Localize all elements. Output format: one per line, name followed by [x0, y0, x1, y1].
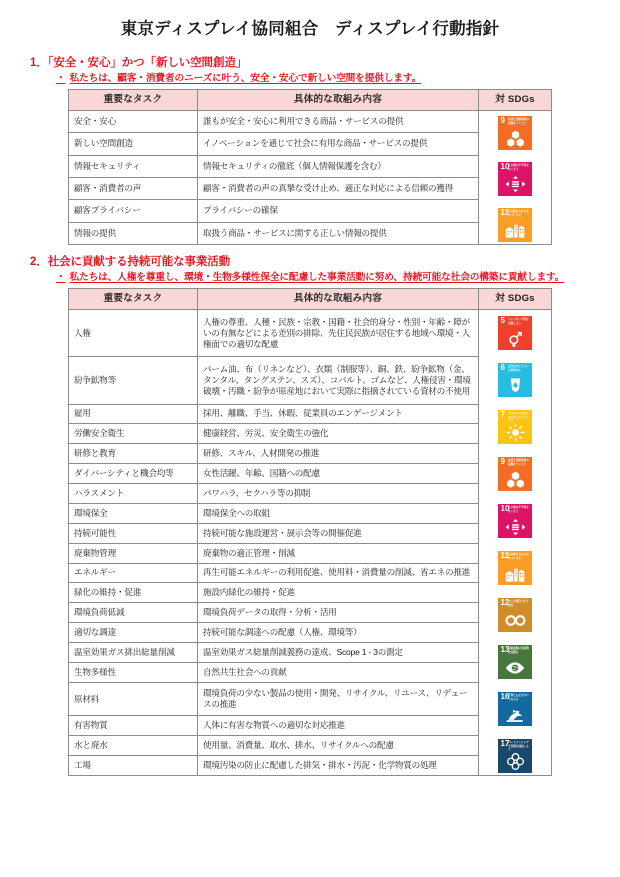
table-1-body	[69, 110, 552, 244]
sdg-number: 7	[500, 410, 505, 420]
table-2-task-0: 人権	[69, 310, 198, 357]
table-2-task-3: 労働安全衛生	[69, 424, 198, 444]
table-2-detail-10: 再生可能エネルギーの利用促進、使用料・消費量の削減、省エネの推進	[198, 563, 479, 583]
table-2-detail-8: 持続可能な施設運営・展示会等の開催促進	[198, 523, 479, 543]
table-2-task-4: 研修と教育	[69, 444, 198, 464]
table-2-task-8: 持続可能性	[69, 523, 198, 543]
table-2-detail-1: パーム油、布（リネンなど）、衣類（制服等）、銅、鉄、紛争鉱物（金、タンタル、タングステン、スズ）、コバルト、ゴムなど、人権侵害・環境破壊・汚職・紛争が原産地において実際に指摘されている資材の不使用	[198, 357, 479, 404]
section-1-sub-label: 私たちは、顧客・消費者のニーズに叶う、安全・安心で新しい空間を提供します。	[69, 73, 422, 85]
city-icon	[498, 220, 532, 241]
table-1-task-2: 情報セキュリティ	[69, 155, 198, 177]
table-2-task-13: 適切な調達	[69, 623, 198, 643]
table-1-task-0: 安全・安心	[69, 110, 198, 132]
sdg-11-icon	[498, 551, 532, 585]
sdg-number: 13	[500, 645, 510, 655]
sdg-icon-stack-1	[484, 113, 546, 242]
table-1-header-detail: 具体的な取組み内容	[198, 89, 479, 110]
table-row	[69, 310, 552, 357]
equality-icon	[498, 516, 532, 537]
table-row	[69, 110, 552, 132]
sun-icon	[498, 422, 532, 443]
sdg-caption: つくる責任つかう責任	[508, 600, 529, 607]
table-2-detail-3: 健康経営、労災、安全衛生の強化	[198, 424, 479, 444]
sdg-number: 6	[500, 363, 505, 373]
table-2-detail-18: 使用量、消費量、取水、排水、リサイクルへの配慮	[198, 736, 479, 756]
sdg-13-icon	[498, 645, 532, 679]
sdg-12-icon	[498, 598, 532, 632]
sdg-6-icon	[498, 363, 532, 397]
table-2-task-15: 生物多様性	[69, 662, 198, 682]
table-2-detail-2: 採用、離職、手当、休暇、従業員のエンゲージメント	[198, 404, 479, 424]
table-1-wrapper	[22, 89, 598, 245]
table-2-task-9: 廃棄物管理	[69, 543, 198, 563]
sdg-caption: 住み続けられるまちづくりを	[508, 210, 529, 217]
water-icon	[498, 375, 532, 396]
table-1-detail-5: 取扱う商品・サービスに関する正しい情報の提供	[198, 222, 479, 244]
table-2-detail-16: 環境負荷の少ない製品の使用・開発、リサイクル、リユース、リデュースの推進	[198, 682, 479, 716]
table-2-task-7: 環境保全	[69, 503, 198, 523]
table-2-detail-13: 持続可能な調達への配慮（人権、環境等）	[198, 623, 479, 643]
sdg-caption: 産業と技術革新の基盤をつくろう	[508, 118, 529, 125]
table-2-detail-7: 環境保全への取組	[198, 503, 479, 523]
table-2-detail-0: 人権の尊重、人種・民族・宗教・国籍・社会的身分・性別・年齢・障がいの有無などによる差別の排除、先住民民族が居住する地域へ環境・人権面での適切な配慮	[198, 310, 479, 357]
table-2-task-14: 温室効果ガス排出総量削減	[69, 643, 198, 663]
infinity-icon	[498, 610, 532, 631]
city-icon	[498, 563, 532, 584]
section-2-bullet: ・	[56, 272, 66, 284]
section-1-title: 「安全・安心」かつ「新しい空間創造」	[47, 56, 248, 69]
sdg-caption: エネルギーをみんなにそしてクリーンに	[508, 412, 529, 423]
section-1-bullet: ・	[56, 73, 66, 85]
sdg-caption: 平和と公正をすべての人に	[508, 694, 529, 701]
sdg-number: 17	[500, 739, 510, 749]
table-2-detail-11: 施設内緑化の維持・促進	[198, 583, 479, 603]
table-1-task-5: 情報の提供	[69, 222, 198, 244]
sdg-caption: 人や国の不平等をなくそう	[508, 164, 529, 171]
table-1-detail-3: 顧客・消費者の声の真摯な受け止め、適正な対応による信頼の獲得	[198, 177, 479, 199]
sdg-16-icon	[498, 692, 532, 726]
sdg-10-icon	[498, 162, 532, 196]
sdg-11-icon	[498, 208, 532, 242]
sdg-number: 12	[500, 598, 510, 608]
sdg-9-icon	[498, 457, 532, 491]
table-2-header-row	[69, 288, 552, 309]
gender-icon	[498, 328, 532, 349]
table-2-header-detail: 具体的な取組み内容	[198, 288, 479, 309]
sdg-7-icon	[498, 410, 532, 444]
table-1-header-row	[69, 89, 552, 110]
sdg-caption: 産業と技術革新の基盤をつくろう	[508, 459, 529, 466]
table-2-task-1: 紛争鉱物等	[69, 357, 198, 404]
industry-icon	[498, 469, 532, 490]
table-2-task-2: 雇用	[69, 404, 198, 424]
table-1	[68, 89, 552, 245]
section-2-title: 社会に貢献する持続可能な事業活動	[47, 255, 231, 268]
industry-icon	[498, 128, 532, 149]
table-2-header-task: 重要なタスク	[69, 288, 198, 309]
section-2	[22, 255, 598, 776]
sdg-number: 11	[500, 551, 509, 561]
sdg-caption: 人や国の不平等をなくそう	[508, 506, 529, 513]
table-2-task-16: 原材料	[69, 682, 198, 716]
table-2-header-sdg: 対 SDGs	[479, 288, 552, 309]
table-2-task-11: 緑化の維持・促進	[69, 583, 198, 603]
sdg-10-icon	[498, 504, 532, 538]
table-1-detail-1: イノベーションを通じて社会に有用な商品・サービスの提供	[198, 133, 479, 155]
sdg-number: 9	[500, 115, 505, 125]
table-1-task-3: 顧客・消費者の声	[69, 177, 198, 199]
table-2	[68, 288, 552, 776]
table-1-task-1: 新しい空間創造	[69, 133, 198, 155]
sdg-number: 11	[500, 207, 509, 217]
table-2-detail-19: 環境汚染の防止に配慮した排気・排水・汚泥・化学物質の処理	[198, 756, 479, 776]
table-2-body	[69, 310, 552, 776]
partnership-icon	[498, 751, 532, 772]
table-2-detail-9: 廃棄物の適正管理・削減	[198, 543, 479, 563]
table-2-detail-17: 人体に有害な物質への適切な対応推進	[198, 716, 479, 736]
sdg-caption: 気候変動に具体的な対策を	[508, 647, 529, 654]
table-2-detail-15: 自然共生社会への貢献	[198, 662, 479, 682]
sdg-number: 10	[500, 504, 510, 514]
table-1-detail-4: プライバシーの確保	[198, 200, 479, 222]
section-1-number: 1．	[30, 56, 48, 69]
sdg-17-icon	[498, 739, 532, 773]
table-1-header-sdg: 対 SDGs	[479, 89, 552, 110]
section-1	[22, 56, 598, 245]
sdg-icon-stack-2	[484, 312, 546, 773]
table-1-header-task: 重要なタスク	[69, 89, 198, 110]
page-title: 東京ディスプレイ協同組合 ディスプレイ行動指針	[120, 20, 500, 38]
sdg-9-icon	[498, 116, 532, 150]
sdg-5-icon	[498, 316, 532, 350]
table-1-task-4: 顧客プライバシー	[69, 200, 198, 222]
section-1-heading	[30, 56, 598, 72]
table-2-detail-6: パワハラ、セクハラ等の抑制	[198, 484, 479, 504]
table-2-task-5: ダイバーシティと機会均等	[69, 464, 198, 484]
peace-dove-icon	[498, 704, 532, 725]
section-2-number: 2．	[30, 255, 48, 268]
section-2-sub-label: 私たちは、人権を尊重し、環境・生物多様性保全に配慮した事業活動に努め、持続可能な社会の構築に貢献します。	[69, 272, 565, 284]
sdg-number: 9	[500, 457, 505, 467]
table-2-detail-4: 研修、スキル、人材開発の推進	[198, 444, 479, 464]
sdg-caption: 安全な水とトイレを世界中に	[508, 365, 529, 372]
sdg-caption: パートナーシップで目標を達成しよう	[508, 741, 529, 752]
table-1-detail-0: 誰もが安全・安心に利用できる商品・サービスの提供	[198, 110, 479, 132]
section-2-subtext	[56, 271, 576, 284]
table-2-sdg-cell	[479, 310, 552, 776]
sdg-number: 10	[500, 161, 510, 171]
table-2-wrapper	[22, 288, 598, 776]
sdg-number: 16	[500, 692, 510, 702]
table-1-sdg-cell	[479, 110, 552, 244]
sdg-caption: ジェンダー平等を実現しよう	[508, 318, 529, 325]
table-2-task-17: 有害物質	[69, 716, 198, 736]
table-1-detail-2: 情報セキュリティの徹底（個人情報保護を含む）	[198, 155, 479, 177]
table-2-task-18: 水と廃水	[69, 736, 198, 756]
table-2-detail-12: 環境負荷データの取得・分析・活用	[198, 603, 479, 623]
table-2-task-12: 環境負荷低減	[69, 603, 198, 623]
table-2-task-10: エネルギー	[69, 563, 198, 583]
section-2-heading	[30, 255, 598, 271]
table-2-task-19: 工場	[69, 756, 198, 776]
table-2-detail-14: 温室効果ガス総量削減義務の達成、Scope 1 - 3の測定	[198, 643, 479, 663]
section-1-subtext	[56, 72, 598, 85]
table-2-task-6: ハラスメント	[69, 484, 198, 504]
climate-eye-icon	[498, 657, 532, 678]
sdg-number: 5	[500, 316, 505, 326]
equality-icon	[498, 174, 532, 195]
table-2-detail-5: 女性活躍、年齢、国籍への配慮	[198, 464, 479, 484]
sdg-caption: 住み続けられるまちづくりを	[508, 553, 529, 560]
